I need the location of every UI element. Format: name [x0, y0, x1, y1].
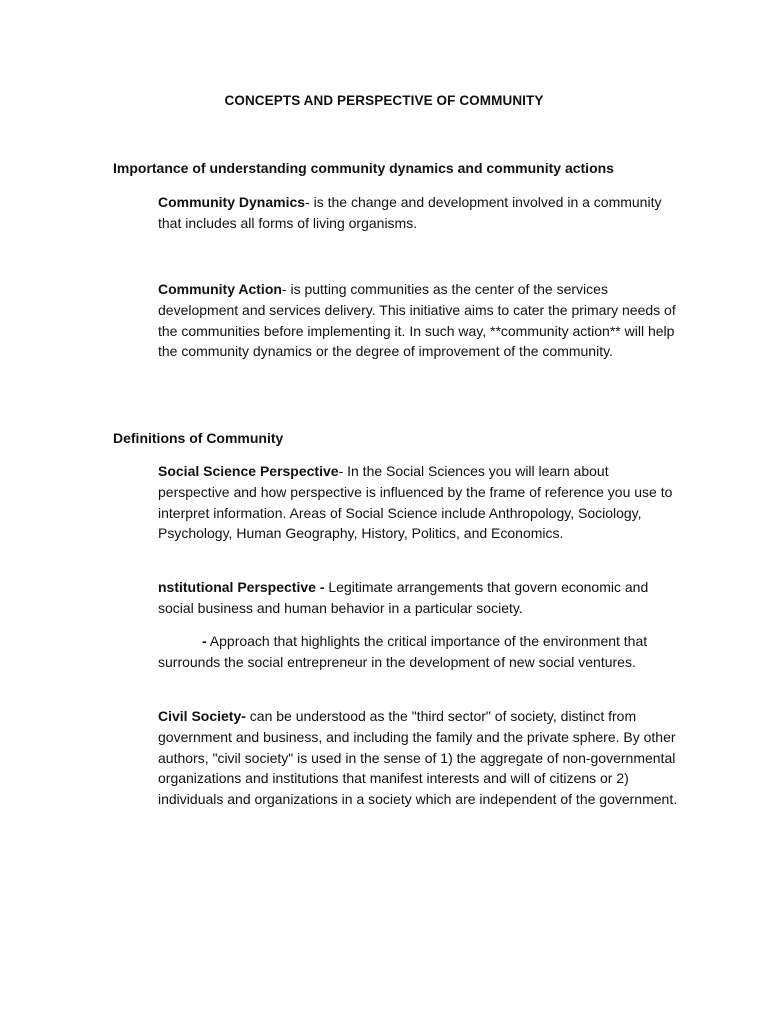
- definition-institutional-perspective: Legitimate arrangements that govern economic and social business and human behavior in a particular society.: [158, 579, 649, 616]
- section-heading-importance: Importance of understanding community dynamics and community actions: [113, 160, 614, 176]
- paragraph-community-action: [158, 279, 683, 362]
- section-heading-definitions: Definitions of Community: [113, 430, 284, 446]
- term-institutional-perspective: nstitutional Perspective -: [158, 579, 325, 595]
- definition-community-dynamics: - is the change and development involved in a community that includes all forms of living organisms.: [158, 194, 662, 231]
- paragraph-institutional: [158, 577, 683, 619]
- definition-approach: Approach that highlights the critical importance of the environment that surrounds the social entrepreneur in the development of new social ventures.: [158, 633, 648, 670]
- document-title: CONCEPTS AND PERSPECTIVE OF COMMUNITY: [224, 93, 544, 108]
- paragraph-approach: [158, 631, 683, 673]
- approach-dash: -: [202, 633, 207, 649]
- term-social-science-perspective: Social Science Perspective: [158, 463, 339, 479]
- term-community-action: Community Action: [158, 281, 282, 297]
- term-civil-society: Civil Society-: [158, 708, 246, 724]
- definition-community-action: - is putting communities as the center of the services development and services delivery. This initiative aims to cater the primary needs of the communities before implementing it. In such way, **community action** will help the community dynamics or the degree of improvement of the community.: [158, 281, 676, 360]
- paragraph-civil-society: [158, 706, 683, 810]
- term-community-dynamics: Community Dynamics: [158, 194, 306, 210]
- paragraph-social-science: [158, 461, 683, 544]
- definition-civil-society: can be understood as the "third sector" of society, distinct from government and business, and including the family and the private sphere. By other authors, "civil society" is used in the sense of 1) the aggregate of non-governmental organizations and institutions that manifest interests and will of citizens or 2) individuals and organizations in a society which are independent of the government.: [158, 708, 678, 808]
- paragraph-community-dynamics: [158, 192, 683, 234]
- definition-social-science-perspective: - In the Social Sciences you will learn about perspective and how perspective is influenced by the frame of reference you use to interpret information. Areas of Social Science include Anthropology, Sociology, Psychology, Human Geography, History, Politics, and Economics.: [158, 463, 673, 542]
